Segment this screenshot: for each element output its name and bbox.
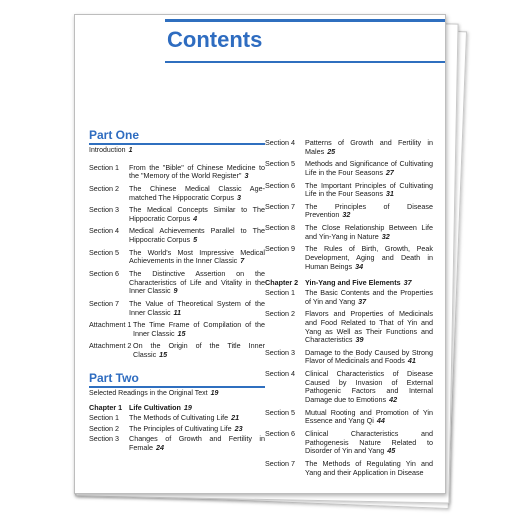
chapter-heading[interactable]: Chapter 1 Life Cultivation 19 bbox=[89, 403, 192, 413]
toc-entry[interactable]: Section 1 The Basic Contents and the Properties of Yin and Yang 37 bbox=[265, 287, 433, 306]
chapter-heading[interactable]: Chapter 2 Yin-Yang and Five Elements 37 bbox=[265, 278, 412, 288]
intro-label: Introduction bbox=[89, 147, 126, 155]
toc-entry[interactable]: Section 5 Mutual Rooting and Promotion of Yin Essence and Yang Qi 44 bbox=[265, 407, 433, 426]
toc-entry[interactable]: Section 4 Clinical Characteristics of Disease Caused by Invasion of External Pathogenic Factors and Internal Damage due to Emotions 42 bbox=[265, 369, 433, 405]
part-one-intro bbox=[89, 147, 265, 155]
part-two-rule bbox=[89, 386, 265, 388]
section-title: From the "Bible" of Chinese Medicine to the "Memory of the World Register" 3 bbox=[129, 162, 265, 181]
section-title: The Distinctive Assertion on the Characteristics of Life and Vitality in the Inner Classic 9 bbox=[129, 268, 265, 296]
toc-entry[interactable]: Section 2 The Principles of Cultivating Life 23 bbox=[89, 423, 243, 433]
toc-entry[interactable]: Section 2 Flavors and Properties of Medicinals and Food Related to That of Yin and Yang as Well as Their Functions and Characteristics 39 bbox=[265, 309, 433, 345]
toc-entry[interactable]: Section 7 The Methods of Regulating Yin and Yang and their Application in Disease bbox=[265, 458, 433, 477]
attachment-label: Attachment 2 bbox=[89, 341, 132, 351]
toc-entry[interactable] bbox=[89, 206, 265, 223]
section-title: The World's Most Impressive Medical Achievements in the Inner Classic 7 bbox=[129, 247, 265, 266]
right-column bbox=[265, 139, 433, 481]
toc-entry[interactable] bbox=[89, 321, 265, 338]
toc-entry[interactable] bbox=[89, 270, 265, 296]
section-label: Section 2 bbox=[89, 183, 119, 193]
toc-entry[interactable]: Section 9 The Rules of Birth, Growth, Peak Development, Aging and Death in Human Beings 34 bbox=[265, 244, 433, 271]
section-label: Section 6 bbox=[89, 268, 119, 278]
section-title: The Chinese Medical Classic Age-matched The Hippocratic Corpus 3 bbox=[129, 183, 265, 202]
part-two-intro: Selected Readings in the Original Text 19 bbox=[89, 389, 219, 397]
intro-page: 1 bbox=[128, 147, 133, 155]
toc-entry[interactable] bbox=[89, 342, 265, 359]
title-rule-bottom bbox=[165, 61, 445, 63]
toc-entry[interactable]: Section 3 Changes of Growth and Fertility in Female 24 bbox=[89, 434, 265, 452]
section-title: The Time Frame of Compilation of the Inner Classic 15 bbox=[133, 320, 265, 338]
toc-entry[interactable]: Section 3 Damage to the Body Caused by Strong Flavor of Medicinals and Foods 41 bbox=[265, 347, 433, 366]
toc-entry[interactable]: Section 6 Clinical Characteristics and Pathogenesis Nature Related to Disorder of Yin and Yang 45 bbox=[265, 428, 433, 456]
attachment-label: Attachment 1 bbox=[89, 320, 132, 330]
toc-entry[interactable] bbox=[89, 185, 265, 202]
title-rule-top bbox=[165, 19, 445, 22]
contents-page bbox=[74, 14, 446, 494]
section-label: Section 7 bbox=[89, 298, 119, 308]
toc-entry[interactable]: Section 6 The Important Principles of Cultivating Life in the Four Seasons 31 bbox=[265, 180, 433, 199]
toc-entry[interactable]: Section 5 Methods and Significance of Cultivating Life in the Four Seasons 27 bbox=[265, 159, 433, 177]
toc-entry[interactable]: Section 4 Patterns of Growth and Fertility in Males 25 bbox=[265, 138, 433, 156]
toc-entry[interactable] bbox=[89, 249, 265, 266]
section-label: Section 1 bbox=[89, 162, 119, 172]
toc-entry[interactable] bbox=[89, 300, 265, 317]
toc-entry[interactable]: Section 1 The Methods of Cultivating Life 21 bbox=[89, 412, 240, 422]
part-one-title: Part One bbox=[89, 128, 140, 142]
section-title: Medical Achievements Parallel to The Hippocratic Corpus 5 bbox=[129, 226, 265, 245]
toc-entry[interactable]: Section 7 The Principles of Disease Prevention 32 bbox=[265, 201, 433, 220]
section-label: Section 4 bbox=[89, 226, 119, 236]
section-title: The Medical Concepts Similar to The Hippocratic Corpus 4 bbox=[129, 205, 265, 223]
section-title: The Value of Theoretical System of the Inner Classic 11 bbox=[129, 298, 265, 317]
toc-entry[interactable] bbox=[89, 227, 265, 244]
part-one-rule bbox=[89, 143, 265, 145]
toc-entry[interactable]: Section 8 The Close Relationship Between Life and Yin-Yang in Nature 32 bbox=[265, 223, 433, 241]
toc-entry[interactable] bbox=[89, 164, 265, 181]
section-label: Section 3 bbox=[89, 205, 119, 215]
section-label: Section 5 bbox=[89, 247, 119, 257]
section-title: On the Origin of the Title Inner Classic 15 bbox=[133, 341, 265, 360]
page-title: Contents bbox=[167, 27, 263, 52]
left-column bbox=[89, 129, 265, 455]
part-two-title: Part Two bbox=[89, 370, 139, 385]
